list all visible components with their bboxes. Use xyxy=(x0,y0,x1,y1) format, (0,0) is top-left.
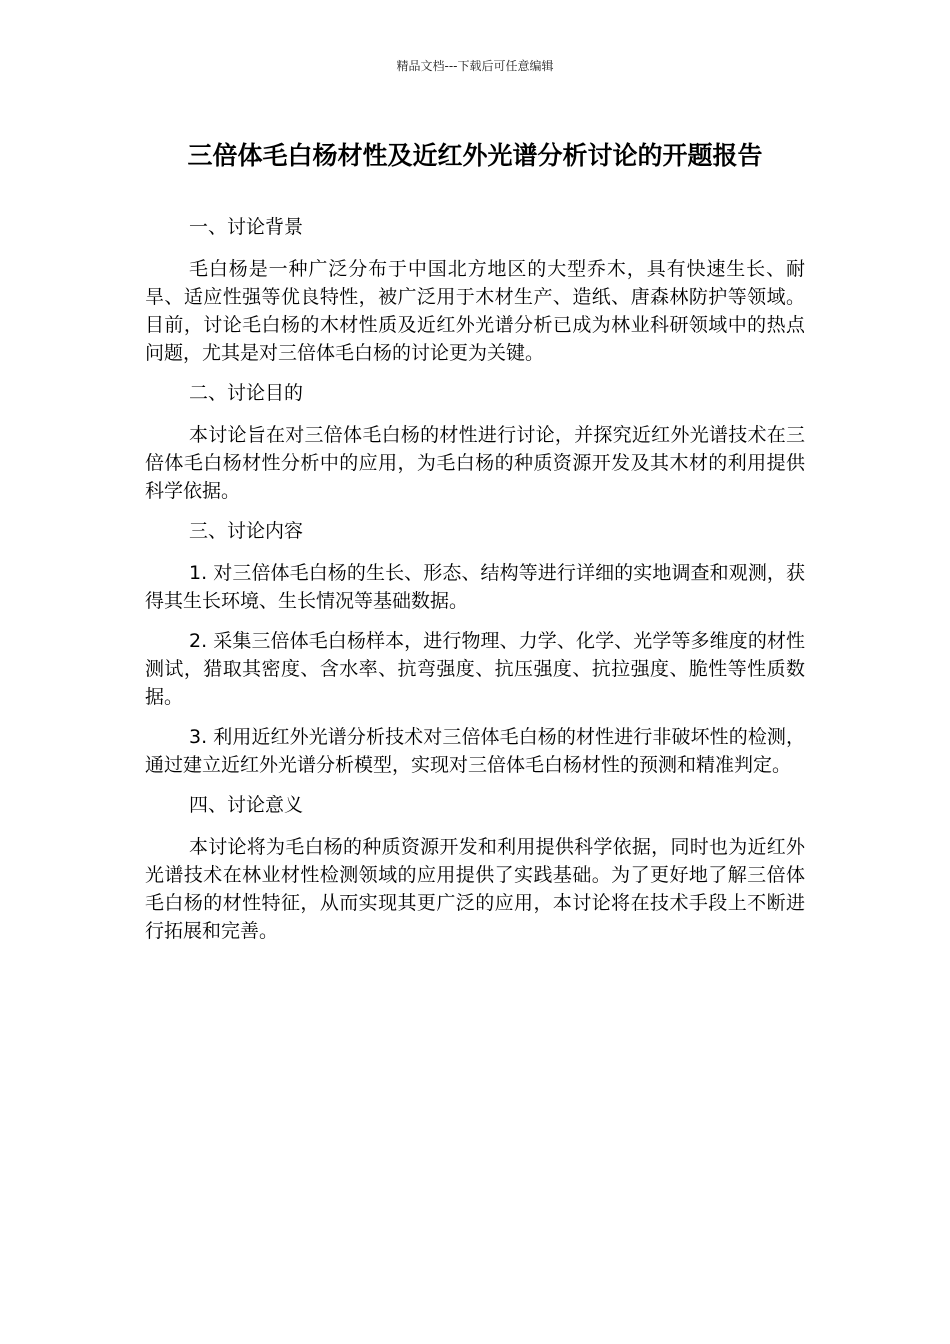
section-heading: 四、讨论意义 xyxy=(189,794,304,816)
section-background xyxy=(145,213,805,367)
section-purpose xyxy=(145,379,805,505)
section-content xyxy=(145,517,805,779)
list-item: 3. 利用近红外光谱分析技术对三倍体毛白杨的材性进行非破坏性的检测，通过建立近红外光谱分析模型，实现对三倍体毛白杨材性的预测和精准判定。 xyxy=(145,726,805,776)
section-significance xyxy=(145,791,805,945)
paragraph: 本讨论将为毛白杨的种质资源开发和利用提供科学依据，同时也为近红外光谱技术在林业材性检测领域的应用提供了实践基础。为了更好地了解三倍体毛白杨的材性特征，从而实现其更广泛的应用，本讨论将在技术手段上不断进行拓展和完善。 xyxy=(145,836,805,942)
section-heading: 二、讨论目的 xyxy=(189,382,304,404)
list-item: 1. 对三倍体毛白杨的生长、形态、结构等进行详细的实地调查和观测，获得其生长环境、生长情况等基础数据。 xyxy=(145,562,805,612)
paragraph: 本讨论旨在对三倍体毛白杨的材性进行讨论，并探究近红外光谱技术在三倍体毛白杨材性分析中的应用，为毛白杨的种质资源开发及其木材的利用提供科学依据。 xyxy=(145,424,805,502)
section-heading: 三、讨论内容 xyxy=(189,520,304,542)
list-item: 2. 采集三倍体毛白杨样本，进行物理、力学、化学、光学等多维度的材性测试，猎取其密度、含水率、抗弯强度、抗压强度、抗拉强度、脆性等性质数据。 xyxy=(145,630,805,708)
document-title: 三倍体毛白杨材性及近红外光谱分析讨论的开题报告 xyxy=(187,141,763,170)
header-note: 精品文档---下载后可任意编辑 xyxy=(396,59,554,73)
section-heading: 一、讨论背景 xyxy=(189,216,304,238)
document-body xyxy=(145,213,805,957)
paragraph: 毛白杨是一种广泛分布于中国北方地区的大型乔木，具有快速生长、耐旱、适应性强等优良特性，被广泛用于木材生产、造纸、唐森林防护等领域。目前，讨论毛白杨的木材性质及近红外光谱分析已成为林业科研领域中的热点问题，尤其是对三倍体毛白杨的讨论更为关键。 xyxy=(145,258,805,364)
